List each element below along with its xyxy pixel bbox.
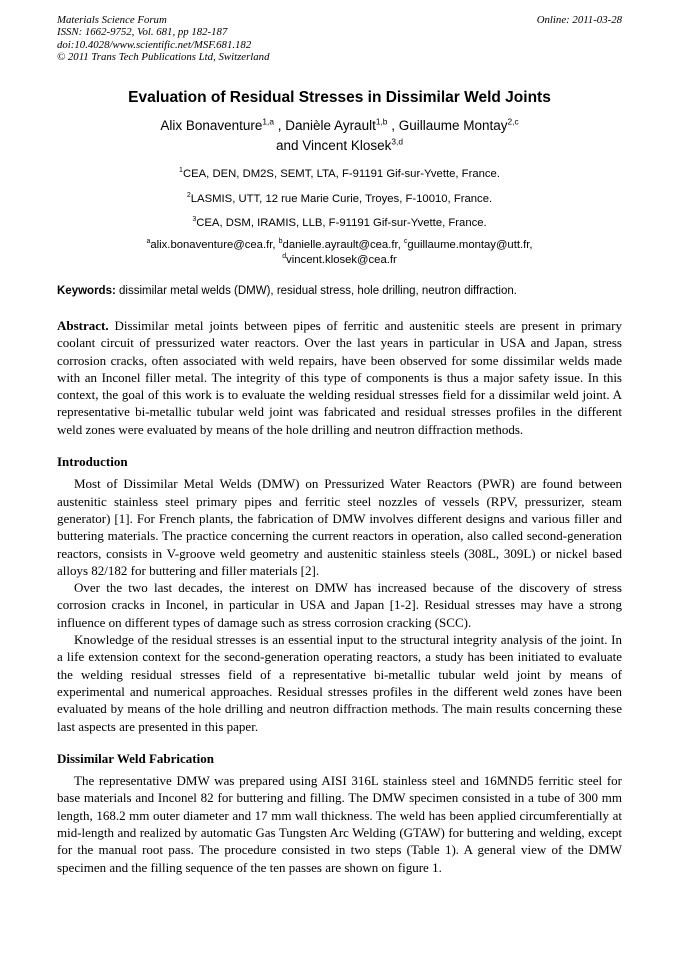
paragraph: The representative DMW was prepared using AISI 316L stainless steel and 16MND5 ferritic steel for base materials and Inconel 82 for buttering and filling. The DMW specimen consisted in a tube of 300 mm length, 168.2 mm outer diameter and 17 mm wall thickness. The weld has been applied circumferentially at mid-length and realized by automatic Gas Tungsten Arc Welding (GTAW) for buttering and welding, except for the manual root pass. The procedure consisted in two steps (Table 1). A general view of the DMW specimen and the filling sequence of the ten passes are shown on figure 1.: [57, 773, 622, 875]
affiliation-text: CEA, DSM, IRAMIS, LLB, F-91191 Gif-sur-Yvette, France.: [196, 217, 487, 230]
keywords-text: dissimilar metal welds (DMW), residual stress, hole drilling, neutron diffraction.: [119, 284, 517, 297]
affiliation-2: [57, 193, 622, 206]
author-name: and Vincent Klosek: [276, 138, 392, 154]
doi-line: doi:10.4028/www.scientific.net/MSF.681.182: [57, 38, 252, 51]
authors-line-1: [57, 116, 622, 136]
authors-block: [57, 116, 622, 156]
copyright-line: © 2011 Trans Tech Publications Ltd, Switzerland: [57, 50, 270, 63]
author-name: , Danièle Ayrault: [274, 118, 376, 134]
email-marker: b: [278, 238, 283, 246]
author-affiliation-marker: 3,d: [391, 136, 403, 147]
affiliation-text: LASMIS, UTT, 12 rue Marie Curie, Troyes, F-10010, France.: [190, 192, 493, 205]
email-address: vincent.klosek@cea.fr: [286, 253, 397, 266]
keywords-label: Keywords:: [57, 284, 116, 297]
paragraph: Knowledge of the residual stresses is an essential input to the structural integrity analysis of the joint. In a life extension context for the second-generation operating reactors, a study has been initiated to evaluate the welding residual stresses field of a representative bi-metallic tubular weld joint by means of experimental and numerical approaches. Residual stresses profiles in the different weld zones have been evaluated by means of the hole drilling and neutron diffraction methods. The main results concerning these last aspects are presented in this paper.: [57, 632, 622, 734]
journal-header: [57, 14, 622, 63]
email-marker: d: [282, 253, 287, 261]
email-marker: a: [146, 238, 151, 246]
email-address: danielle.ayrault@cea.fr,: [282, 238, 404, 251]
affiliations-block: [57, 168, 622, 230]
affiliation-1: [57, 168, 622, 181]
section-heading-dissimilar-weld-fabrication: Dissimilar Weld Fabrication: [57, 750, 214, 766]
email-marker: c: [403, 238, 408, 246]
affiliation-marker: 3: [192, 216, 197, 224]
abstract-text: Dissimilar metal joints between pipes of ferritic and austenitic steels are present in primary coolant circuit of pressurized water reactors. Over the last years in particular in USA and Japan, stress corrosion cracks, often associated with weld repairs, have been observed for some dissimilar welds made with an Inconel filler metal. The integrity of this type of components is thus a major safety issue. In this context, the goal of this work is to evaluate the welding residual stresses field for a dissimilar weld joint. A representative bi-metallic tubular weld joint was fabricated and residual stresses profiles in the different weld zones were evaluated by means of the hole drilling and neutron diffraction methods.: [57, 317, 622, 437]
paragraph: Over the two last decades, the interest on DMW has increased because of the discovery of stress corrosion cracks in Inconel, in particular in USA and Japan [1-2]. Residual stresses may have a strong influence on different types of damage such as stress corrosion cracking (SCC).: [57, 580, 622, 630]
abstract-label: Abstract.: [57, 317, 109, 333]
paragraph: Most of Dissimilar Metal Welds (DMW) on Pressurized Water Reactors (PWR) are found between austenitic stainless steel primary pipes and ferritic steel nozzles of vessels (RPV, pressurizer, steam generator) [1]. For French plants, the fabrication of DMW involves different designs and various filler and buttering materials. The practice concerning the current reactors in operation, also called second-generation reactors, consists in V-groove weld geometry and austenitic stainless steels (308L, 309L) or nickel based alloys 82/182 for buttering and filler materials [2].: [57, 476, 622, 578]
affiliation-3: [57, 217, 622, 230]
author-affiliation-marker: 2,c: [507, 116, 519, 127]
affiliation-marker: 1: [179, 167, 183, 175]
emails-line-1: [57, 238, 622, 253]
author-name: Alix Bonaventure: [160, 118, 263, 134]
author-affiliation-marker: 1,a: [262, 116, 275, 127]
affiliation-marker: 2: [186, 192, 191, 200]
email-address: alix.bonaventure@cea.fr,: [150, 238, 279, 251]
authors-line-2: [57, 136, 622, 156]
author-emails: [57, 238, 622, 268]
journal-name: Materials Science Forum: [57, 14, 167, 26]
affiliation-text: CEA, DEN, DM2S, SEMT, LTA, F-91191 Gif-sur-Yvette, France.: [182, 168, 500, 181]
online-date: Online: 2011-03-28: [536, 14, 622, 26]
journal-header-left: [57, 14, 269, 63]
author-affiliation-marker: 1,b: [375, 116, 388, 127]
email-address: guillaume.montay@utt.fr,: [407, 238, 533, 251]
author-name: , Guillaume Montay: [387, 118, 508, 134]
section-heading-introduction: Introduction: [57, 454, 128, 470]
paper-title: Evaluation of Residual Stresses in Dissimilar Weld Joints: [128, 89, 551, 107]
abstract-paragraph: [57, 317, 622, 438]
issn-line: ISSN: 1662-9752, Vol. 681, pp 182-187: [57, 26, 228, 39]
emails-line-2: [57, 253, 622, 268]
keywords-line: [57, 284, 622, 299]
